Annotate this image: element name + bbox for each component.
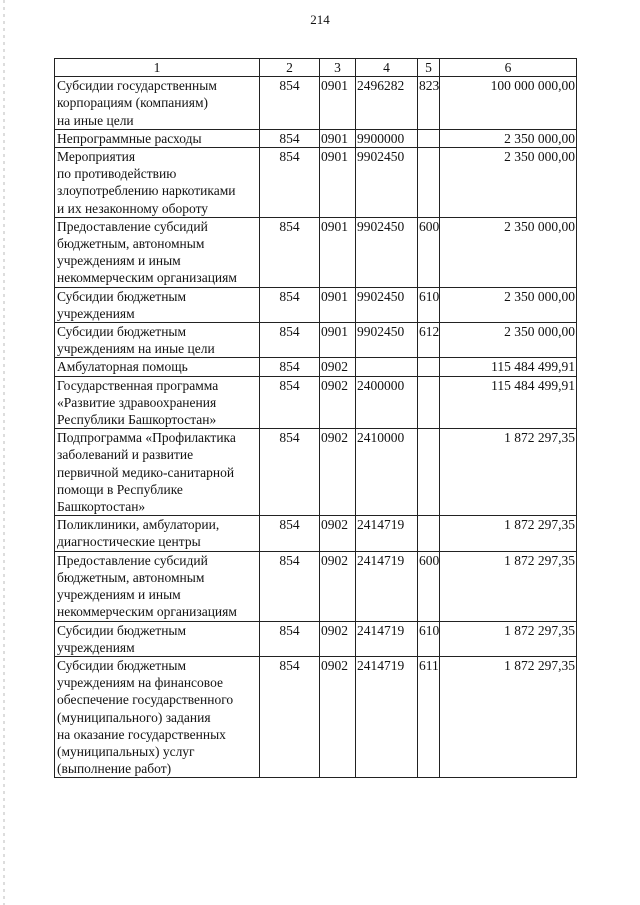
table-row xyxy=(55,323,577,358)
row-name: Подпрограмма «Профилактика заболеваний и развитие первичной медико-санитарной помощи в Республике Башкортостан» xyxy=(57,430,236,515)
row-cell-6: 1 872 297,35 xyxy=(440,656,577,777)
table-row xyxy=(55,217,577,287)
row-cell-2: 854 xyxy=(260,323,320,358)
header-cell-3: 3 xyxy=(320,59,356,77)
row-cell-4: 2400000 xyxy=(356,376,418,429)
row-cell-4: 2410000 xyxy=(356,429,418,516)
row-cell-6: 2 350 000,00 xyxy=(440,287,577,322)
table-row xyxy=(55,358,577,376)
row-cell-4: 2414719 xyxy=(356,621,418,656)
row-name-cell xyxy=(55,621,260,656)
header-cell-5: 5 xyxy=(418,59,440,77)
row-cell-2: 854 xyxy=(260,77,320,130)
row-cell-5: 600 xyxy=(418,551,440,621)
row-cell-6: 2 350 000,00 xyxy=(440,148,577,218)
row-name: Субсидии бюджетным учреждениям на финансовое обеспечение государственного (муниципального) задания на оказание государственных (муниципальных) услуг (выполнение работ) xyxy=(57,657,234,777)
row-cell-3: 0902 xyxy=(320,358,356,376)
table-row xyxy=(55,129,577,147)
row-cell-6: 100 000 000,00 xyxy=(440,77,577,130)
header-cell-6: 6 xyxy=(440,59,577,77)
row-name: Субсидии бюджетным учреждениям xyxy=(57,288,187,321)
row-cell-2: 854 xyxy=(260,621,320,656)
scan-edge xyxy=(3,0,5,905)
row-cell-5: 610 xyxy=(418,621,440,656)
row-cell-4: 2414719 xyxy=(356,656,418,777)
row-cell-5 xyxy=(418,376,440,429)
row-cell-2: 854 xyxy=(260,516,320,551)
row-cell-5 xyxy=(418,129,440,147)
table-row xyxy=(55,376,577,429)
row-cell-3: 0901 xyxy=(320,323,356,358)
row-name-cell xyxy=(55,656,260,777)
row-name: Поликлиники, амбулатории, диагностические центры xyxy=(57,517,220,550)
row-name-cell xyxy=(55,323,260,358)
header-cell-4: 4 xyxy=(356,59,418,77)
row-cell-5: 823 xyxy=(418,77,440,130)
row-name-cell xyxy=(55,551,260,621)
row-cell-3: 0902 xyxy=(320,621,356,656)
row-name-cell xyxy=(55,77,260,130)
row-cell-4: 9900000 xyxy=(356,129,418,147)
row-cell-2: 854 xyxy=(260,287,320,322)
row-name-cell xyxy=(55,287,260,322)
row-cell-6: 2 350 000,00 xyxy=(440,323,577,358)
row-cell-6: 115 484 499,91 xyxy=(440,358,577,376)
row-name-cell xyxy=(55,358,260,376)
row-cell-4 xyxy=(356,358,418,376)
row-cell-3: 0902 xyxy=(320,516,356,551)
row-cell-3: 0901 xyxy=(320,77,356,130)
row-cell-3: 0902 xyxy=(320,429,356,516)
row-name: Предоставление субсидий бюджетным, автономным учреждениям и иным некоммерческим организациям xyxy=(57,552,237,620)
table-row xyxy=(55,77,577,130)
row-cell-6: 2 350 000,00 xyxy=(440,217,577,287)
row-cell-4: 2414719 xyxy=(356,551,418,621)
table-row xyxy=(55,656,577,777)
table-row xyxy=(55,429,577,516)
row-cell-3: 0902 xyxy=(320,656,356,777)
row-cell-4: 2496282 xyxy=(356,77,418,130)
row-name-cell xyxy=(55,376,260,429)
row-name-cell xyxy=(55,217,260,287)
row-name: Мероприятия по противодействию злоупотреблению наркотиками и их незаконному обороту xyxy=(57,149,236,216)
row-cell-4: 9902450 xyxy=(356,148,418,218)
row-cell-5: 600 xyxy=(418,217,440,287)
row-cell-2: 854 xyxy=(260,551,320,621)
table-row xyxy=(55,287,577,322)
row-cell-4: 9902450 xyxy=(356,287,418,322)
row-cell-2: 854 xyxy=(260,429,320,516)
row-name-cell xyxy=(55,148,260,218)
row-name-cell xyxy=(55,129,260,147)
row-cell-2: 854 xyxy=(260,376,320,429)
row-name: Государственная программа «Развитие здравоохранения Республики Башкортостан» xyxy=(57,377,219,428)
row-cell-4: 9902450 xyxy=(356,323,418,358)
row-cell-6: 1 872 297,35 xyxy=(440,621,577,656)
row-cell-3: 0901 xyxy=(320,217,356,287)
row-name: Субсидии государственным корпорациям (компаниям) на иные цели xyxy=(57,78,217,128)
row-cell-2: 854 xyxy=(260,129,320,147)
row-cell-5: 611 xyxy=(418,656,440,777)
row-name-cell xyxy=(55,516,260,551)
row-cell-5 xyxy=(418,516,440,551)
row-cell-2: 854 xyxy=(260,217,320,287)
row-name: Непрограммные расходы xyxy=(57,130,202,146)
row-cell-6: 1 872 297,35 xyxy=(440,516,577,551)
row-cell-6: 2 350 000,00 xyxy=(440,129,577,147)
row-cell-5: 610 xyxy=(418,287,440,322)
row-name: Предоставление субсидий бюджетным, автономным учреждениям и иным некоммерческим организациям xyxy=(57,218,237,286)
row-cell-5 xyxy=(418,358,440,376)
row-name-cell xyxy=(55,429,260,516)
header-cell-1: 1 xyxy=(55,59,260,77)
row-cell-3: 0902 xyxy=(320,376,356,429)
row-cell-3: 0901 xyxy=(320,148,356,218)
row-cell-5: 612 xyxy=(418,323,440,358)
row-cell-6: 1 872 297,35 xyxy=(440,551,577,621)
page-number: 214 xyxy=(310,12,330,27)
row-cell-4: 9902450 xyxy=(356,217,418,287)
table-row xyxy=(55,621,577,656)
row-name: Субсидии бюджетным учреждениям на иные цели xyxy=(57,324,215,357)
row-cell-3: 0902 xyxy=(320,551,356,621)
row-cell-5 xyxy=(418,148,440,218)
table-body xyxy=(55,77,577,778)
row-cell-2: 854 xyxy=(260,148,320,218)
row-cell-3: 0901 xyxy=(320,129,356,147)
row-cell-6: 115 484 499,91 xyxy=(440,376,577,429)
table-row xyxy=(55,551,577,621)
row-cell-6: 1 872 297,35 xyxy=(440,429,577,516)
header-row xyxy=(55,59,577,77)
row-cell-4: 2414719 xyxy=(356,516,418,551)
table-row xyxy=(55,148,577,218)
row-cell-3: 0901 xyxy=(320,287,356,322)
header-cell-2: 2 xyxy=(260,59,320,77)
row-cell-5 xyxy=(418,429,440,516)
row-cell-2: 854 xyxy=(260,656,320,777)
table-row xyxy=(55,516,577,551)
budget-table xyxy=(54,58,577,778)
row-name: Субсидии бюджетным учреждениям xyxy=(57,622,187,655)
row-cell-2: 854 xyxy=(260,358,320,376)
row-name: Амбулаторная помощь xyxy=(57,359,188,375)
